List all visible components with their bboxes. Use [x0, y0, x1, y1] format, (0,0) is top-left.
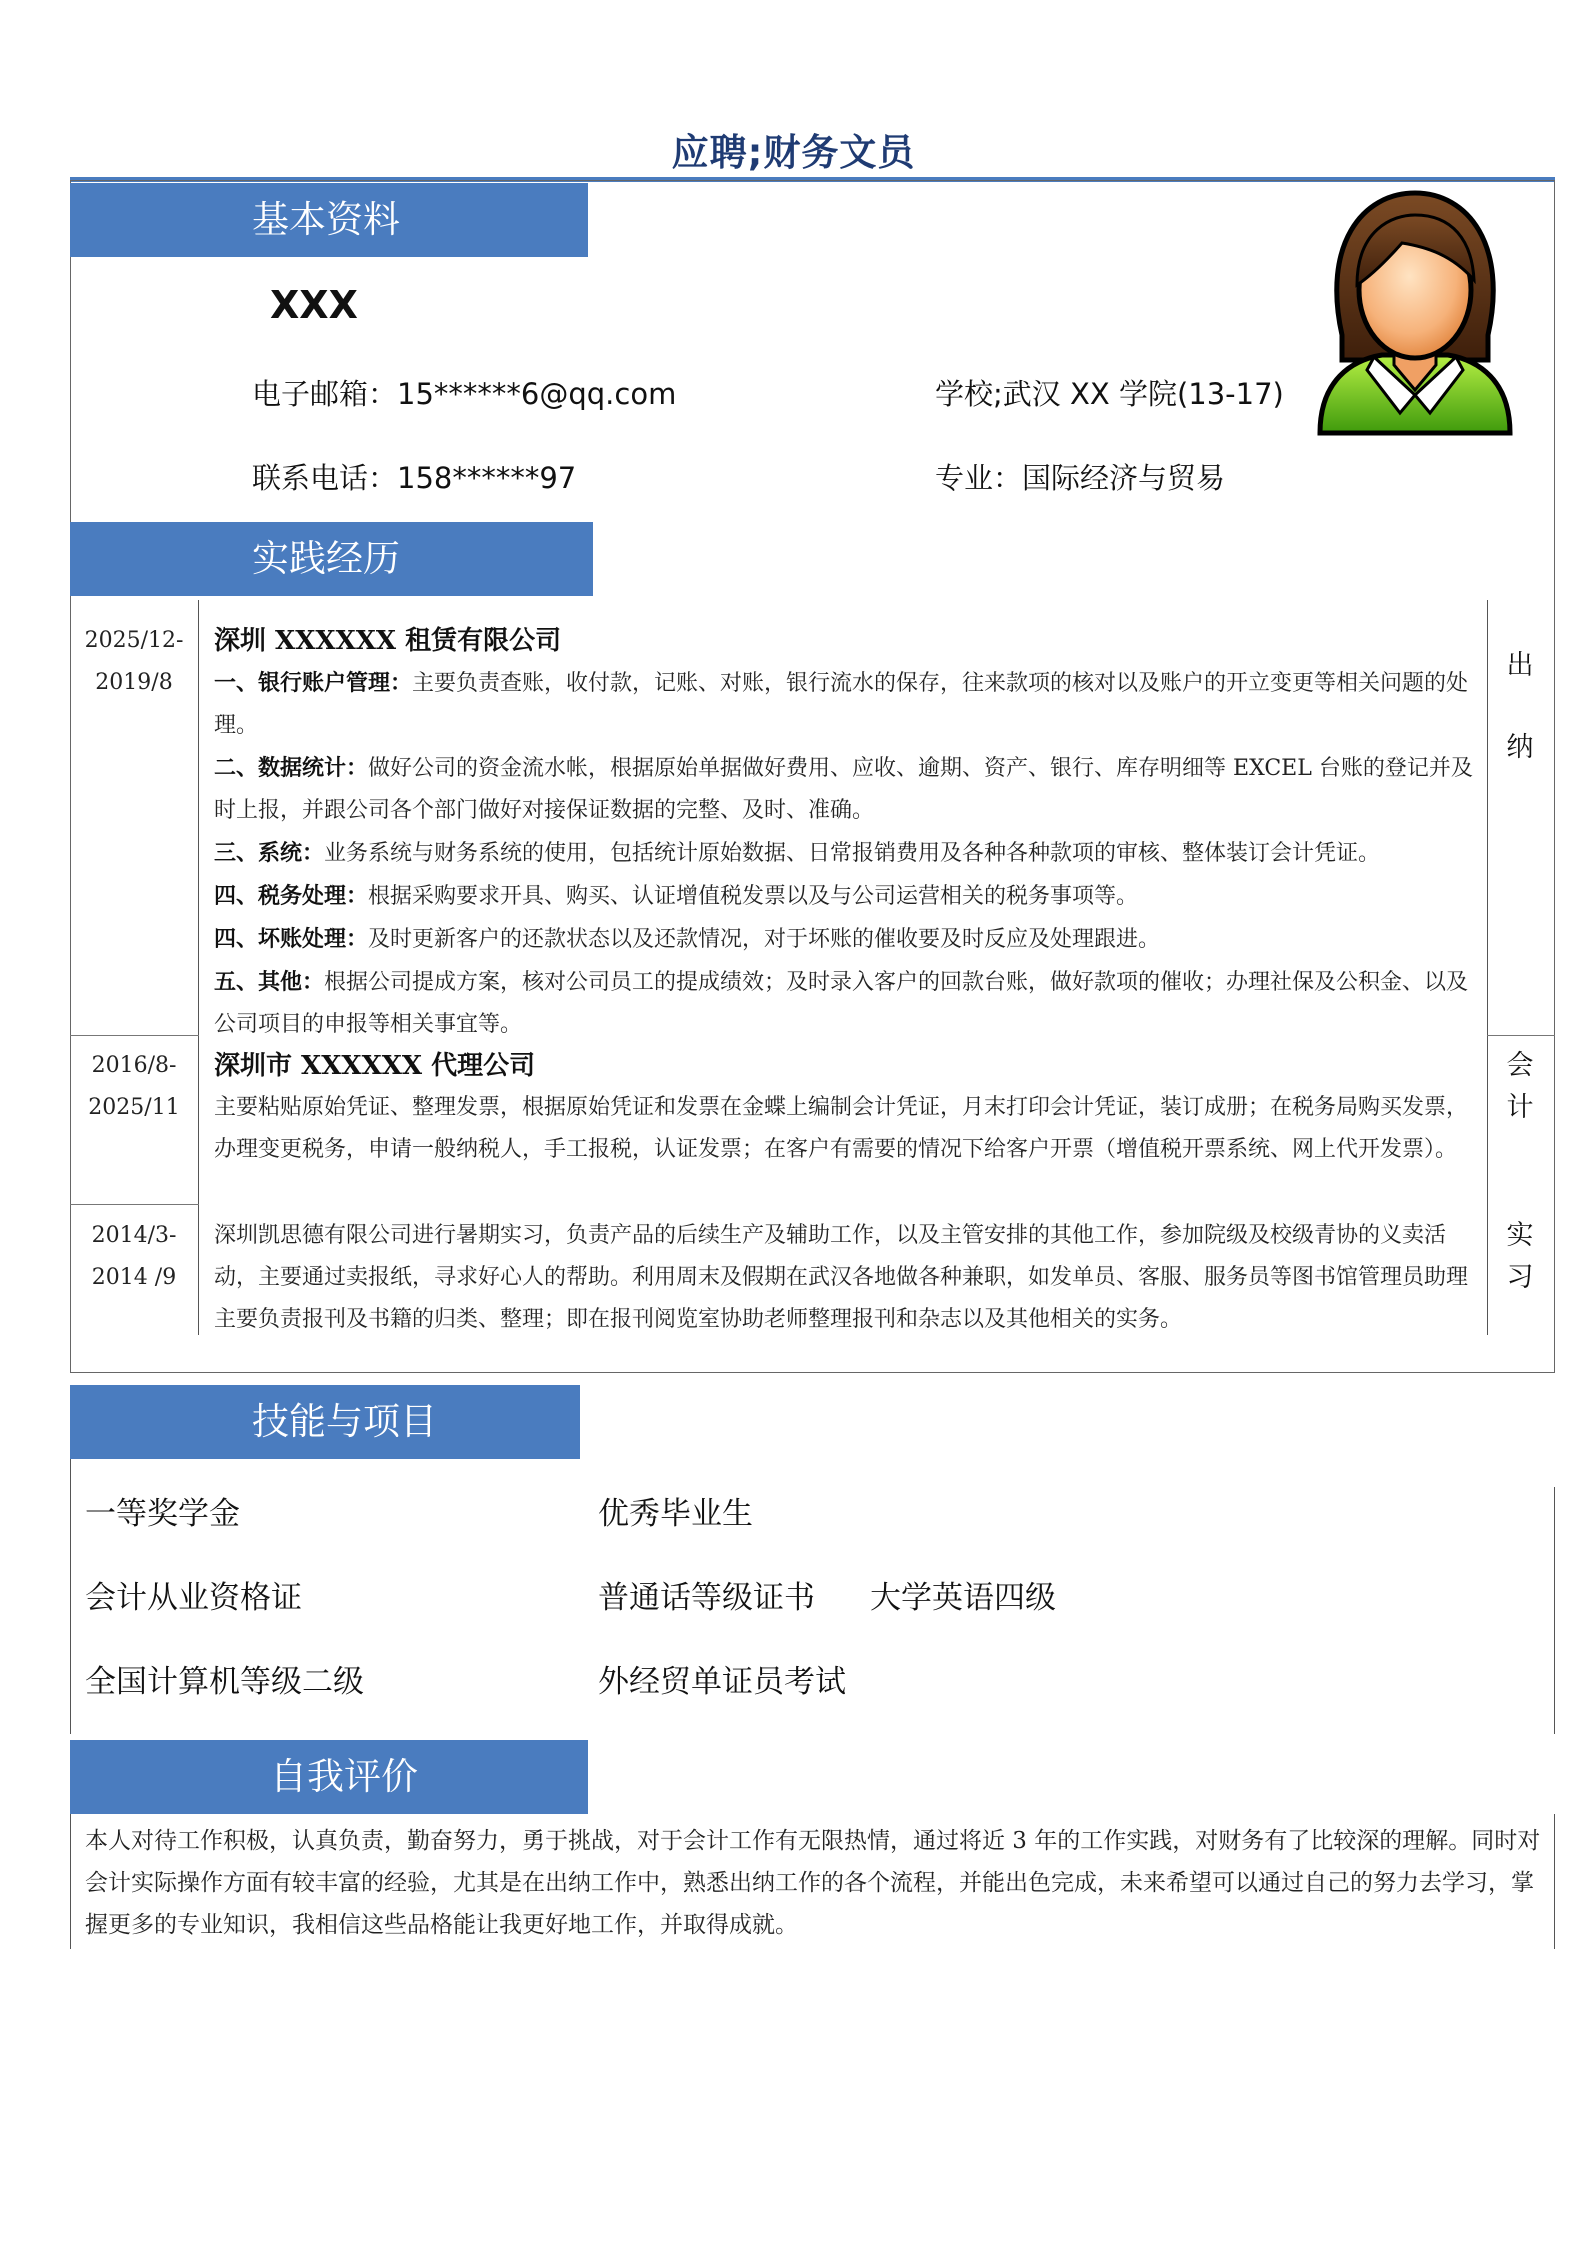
section-title-practice: 实践经历 [252, 537, 400, 580]
skill-item: 一等奖学金 [85, 1496, 240, 1532]
exp-separator-1 [70, 1035, 199, 1036]
exp3-date-start: 2014/3- [91, 1223, 177, 1248]
exp1-role [1500, 645, 1540, 769]
exp1-item: 二、数据统计：做好公司的资金流水帐，根据原始单据做好费用、应收、逾期、资产、银行、库存明细等 EXCEL 台账的登记并及时上报，并跟公司各个部门做好对接保证数据的完整、及时、准确。 [214, 755, 1473, 823]
skill-item: 全国计算机等级二级 [85, 1664, 364, 1700]
exp1-date-end: 2019/8 [95, 670, 173, 695]
eval-right-border [1554, 1814, 1555, 1949]
exp1-company: 深圳 XXXXXX 租赁有限公司 [214, 626, 562, 656]
section-title-basic: 基本资料 [252, 198, 400, 241]
self-evaluation-text: 本人对待工作积极，认真负责，勤奋努力，勇于挑战，对于会计工作有无限热情，通过将近 3 年的工作实践，对财务有了比较深的理解。同时对会计实际操作方面有较丰富的经验，尤其是在出纳工作中，熟悉出纳工作的各个流程，并能出色完成，未来希望可以通过自己的努力去学习，掌握更多的专业知识，我相信这些品格能让我更好地工作，并取得成就。 [85, 1828, 1541, 1938]
exp1-date [70, 620, 198, 704]
exp1-role-char: 纳 [1506, 732, 1534, 763]
section-header-practice [70, 522, 593, 596]
exp3-content [214, 1215, 1476, 1341]
exp3-date-end: 2014 /9 [91, 1265, 177, 1290]
section-title-self-eval: 自我评价 [270, 1755, 418, 1798]
exp1-item: 四、税务处理：根据采购要求开具、购买、认证增值税发票以及与公司运营相关的税务事项等。 [214, 883, 1139, 909]
exp2-role [1500, 1045, 1540, 1129]
section-title-skills: 技能与项目 [252, 1400, 437, 1443]
eval-left-border [70, 1814, 71, 1949]
email-field: 电子邮箱：15******6@qq.com [252, 377, 677, 411]
skill-item: 外经贸单证员考试 [598, 1664, 846, 1700]
exp1-item: 四、坏账处理：及时更新客户的还款状态以及还款情况，对于坏账的催收要及时反应及处理跟进。 [214, 926, 1161, 952]
user-avatar-icon [1312, 185, 1518, 441]
exp1-item: 一、银行账户管理：主要负责查账，收付款，记账、对账，银行流水的保存，往来款项的核对以及账户的开立变更等相关问题的处理。 [214, 670, 1469, 738]
section-header-basic [70, 183, 588, 257]
page-title: 应聘;财务文员 [671, 131, 916, 174]
exp2-role-char: 会 [1506, 1050, 1534, 1081]
skill-item: 优秀毕业生 [598, 1496, 753, 1532]
skill-item: 会计从业资格证 [85, 1580, 302, 1616]
exp2-description: 主要粘贴原始凭证、整理发票，根据原始凭证和发票在金蝶上编制会计凭证，月末打印会计凭证，装订成册；在税务局购买发票，办理变更税务，申请一般纳税人，手工报税，认证发票；在客户有需要的情况下给客户开票（增值税开票系统、网上代开发票）。 [214, 1095, 1469, 1162]
exp2-role-char: 计 [1506, 1092, 1534, 1123]
exp1-content [214, 620, 1476, 1046]
exp2-date [70, 1045, 198, 1129]
major-field: 专业：国际经济与贸易 [935, 461, 1226, 495]
exp-separator-2 [70, 1204, 199, 1205]
section-header-skills [70, 1385, 580, 1459]
school-field: 学校;武汉 XX 学院(13-17) [935, 377, 1284, 411]
exp1-item: 五、其他：根据公司提成方案，核对公司员工的提成绩效；及时录入客户的回款台账，做好款项的催收；办理社保及公积金、以及公司项目的申报等相关事宜等。 [214, 969, 1469, 1037]
skills-left-border [70, 1459, 71, 1734]
exp2-content [214, 1045, 1476, 1171]
exp2-date-start: 2016/8- [91, 1053, 177, 1078]
exp3-role-char: 实 [1506, 1220, 1534, 1251]
candidate-name: XXX [270, 283, 358, 327]
exp1-date-start: 2025/12- [84, 628, 184, 653]
exp1-item: 三、系统：业务系统与财务系统的使用，包括统计原始数据、日常报销费用及各种各种款项的审核、整体装订会计凭证。 [214, 840, 1381, 866]
exp3-role [1500, 1215, 1540, 1299]
avatar [1312, 185, 1518, 441]
exp1-role-char: 出 [1506, 650, 1534, 681]
exp-separator-1b [1487, 1035, 1555, 1036]
exp3-role-char: 习 [1506, 1262, 1534, 1293]
skills-right-border [1554, 1487, 1555, 1734]
date-column-divider [198, 600, 199, 1335]
exp2-date-end: 2025/11 [88, 1095, 180, 1120]
skill-item: 大学英语四级 [870, 1580, 1056, 1616]
role-column-divider [1487, 600, 1488, 1335]
phone-field: 联系电话：158******97 [252, 461, 577, 495]
skill-item: 普通话等级证书 [598, 1580, 815, 1616]
exp2-company: 深圳市 XXXXXX 代理公司 [214, 1051, 536, 1081]
exp3-description: 深圳凯思德有限公司进行暑期实习，负责产品的后续生产及辅助工作，以及主管安排的其他工作，参加院级及校级青协的义卖活动，主要通过卖报纸，寻求好心人的帮助。利用周末及假期在武汉各地做各种兼职，如发单员、客服、服务员等图书馆管理员助理 主要负责报刊及书籍的归类、整理；即在报刊阅览室协助老师整理报刊和杂志以及其他相关的实务。 [214, 1223, 1469, 1332]
section-header-self-eval [70, 1740, 588, 1814]
exp3-date [70, 1215, 198, 1299]
